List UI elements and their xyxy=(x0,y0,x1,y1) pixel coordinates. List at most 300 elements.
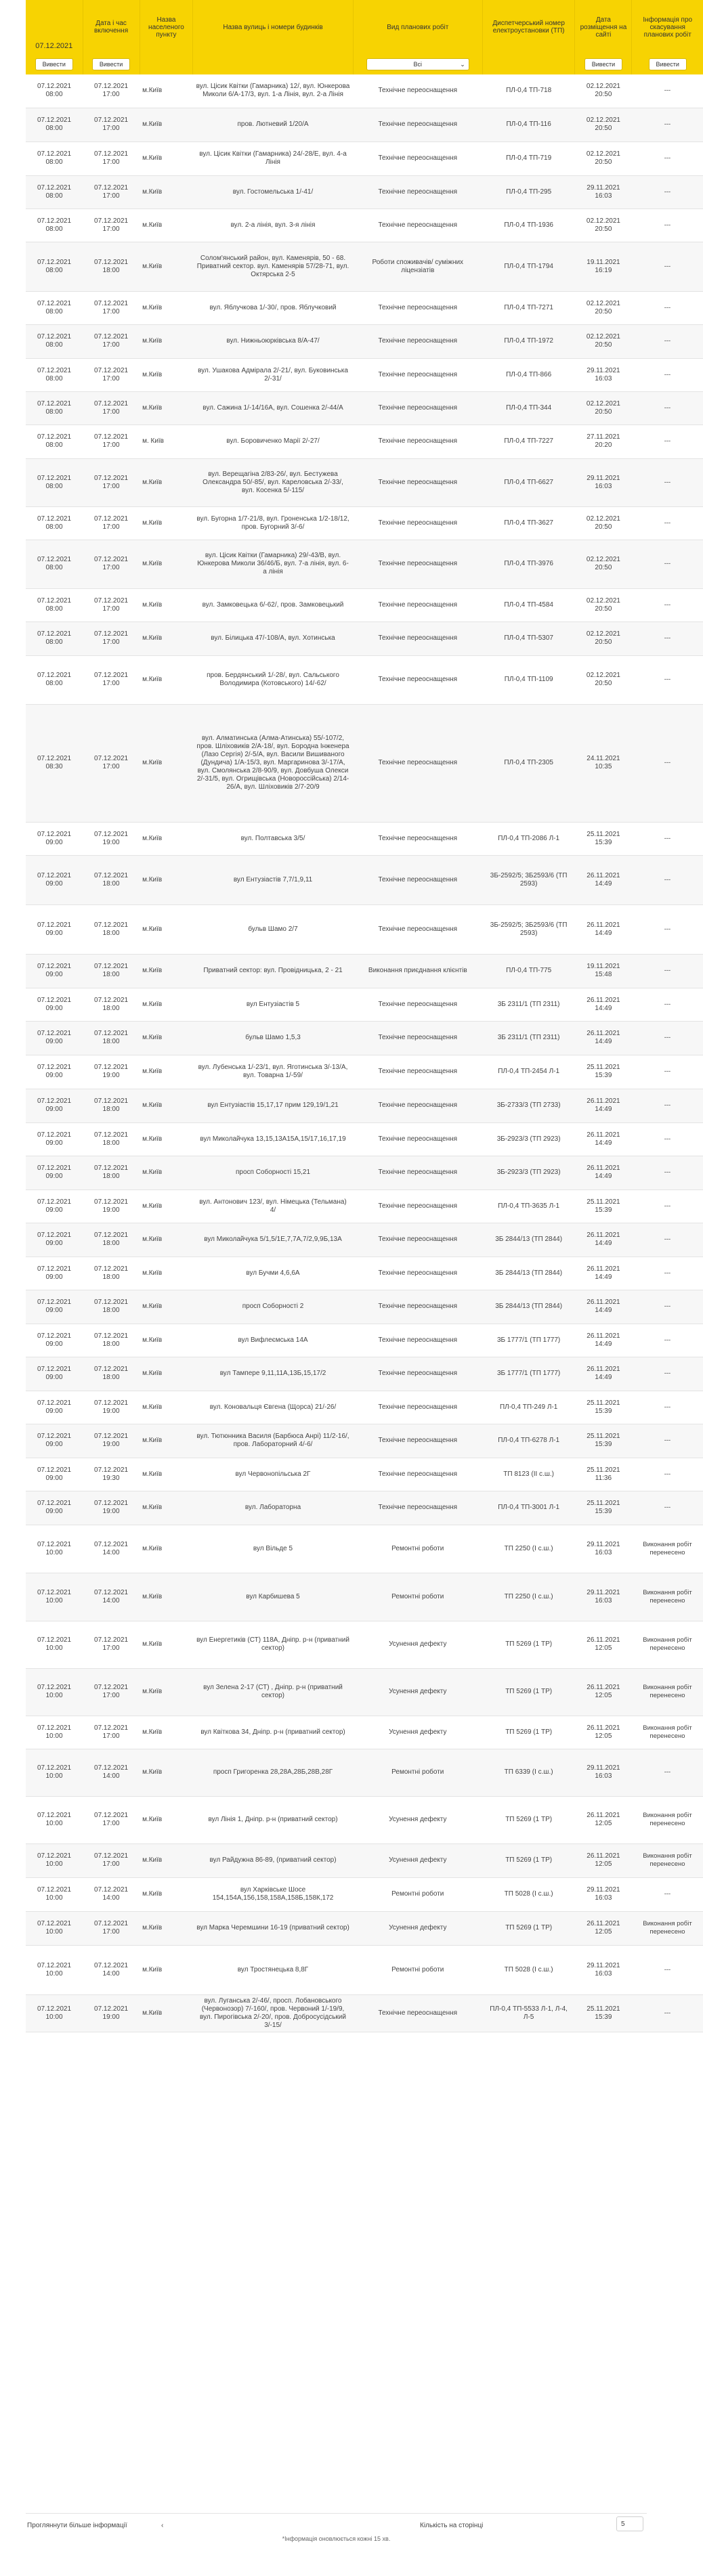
row-end-cell: 07.12.2021 19:00 xyxy=(83,1994,140,2032)
row-city-cell: м.Київ xyxy=(140,175,193,209)
row-street-cell: вул. Лабораторна xyxy=(193,1491,353,1525)
row-street-cell: вул Харківське Шосе 154,154А,156,158,158А,158Б,158К,172 xyxy=(193,1877,353,1911)
row-work-type-cell: Технічне переоснащення xyxy=(353,1257,482,1290)
work-type-select[interactable] xyxy=(366,58,469,70)
row-work-type-cell: Ремонтні роботи xyxy=(353,1573,482,1621)
row-info-cell: Виконання робіт перенесено xyxy=(632,1911,703,1945)
row-dispatch-cell: 3Б 1777/1 (ТП 1777) xyxy=(482,1357,575,1391)
row-city-cell: м.Київ xyxy=(140,74,193,108)
row-street-cell: вул. Алматинська (Алма-Атинська) 55/-107/2, пров. Шліховиків 2/А-18/, вул. Бородна Інженера (Лазо Сергія) 2/-5/А, вул. Васили Вишиваного (Дундича) 1/А-15/3, вул. Маргаринова 3/-17/А, вул. Смолянська 2/8-90/9, вул. Довбуша Олекси 2/-31/5, вул. Огрищівська (Новороссійська) 2/14-26/А, вул. Шліховиків 2/7-20/9 xyxy=(193,704,353,822)
row-city-cell: м.Київ xyxy=(140,291,193,324)
row-end-cell: 07.12.2021 18:00 xyxy=(83,904,140,954)
table-row xyxy=(26,1089,703,1122)
row-info-cell: --- xyxy=(632,822,703,855)
row-info-cell: --- xyxy=(632,1749,703,1796)
row-info-cell: --- xyxy=(632,1122,703,1156)
table-row xyxy=(26,855,703,904)
row-dispatch-cell: ПЛ-0,4 ТП-6278 Л-1 xyxy=(482,1424,575,1458)
table-row xyxy=(26,1525,703,1573)
row-dispatch-cell: ТП 5028 (I с.ш.) xyxy=(482,1877,575,1911)
row-dispatch-cell: ТП 5028 (I с.ш.) xyxy=(482,1945,575,1994)
show-more-link[interactable]: Прогляннути більше інформації xyxy=(27,2522,127,2529)
table-row xyxy=(26,108,703,141)
outages-table xyxy=(26,0,703,2032)
row-start-cell: 07.12.2021 09:00 xyxy=(26,1491,83,1525)
row-dispatch-cell: ПЛ-0,4 ТП-719 xyxy=(482,141,575,175)
row-end-cell: 07.12.2021 18:00 xyxy=(83,988,140,1021)
row-info-cell: --- xyxy=(632,74,703,108)
row-posted-cell: 26.11.2021 14:49 xyxy=(575,1324,632,1357)
row-work-type-cell: Технічне переоснащення xyxy=(353,704,482,822)
table-row xyxy=(26,324,703,358)
row-info-cell: --- xyxy=(632,506,703,540)
row-dispatch-cell: 3Б 2311/1 (ТП 2311) xyxy=(482,988,575,1021)
table-row xyxy=(26,242,703,291)
row-street-cell: вул Червонопільська 2Г xyxy=(193,1458,353,1491)
table-row xyxy=(26,74,703,108)
row-street-cell: вул. Нижньоюрківська 8/А-47/ xyxy=(193,324,353,358)
row-city-cell: м.Київ xyxy=(140,1122,193,1156)
row-work-type-cell: Технічне переоснащення xyxy=(353,822,482,855)
row-work-type-cell: Усунення дефекту xyxy=(353,1621,482,1668)
row-dispatch-cell: 3Б-2592/5; 3Б2593/6 (ТП 2593) xyxy=(482,904,575,954)
row-info-cell: --- xyxy=(632,358,703,391)
row-info-cell: --- xyxy=(632,704,703,822)
row-dispatch-cell: ТП 8123 (II с.ш.) xyxy=(482,1458,575,1491)
row-posted-cell: 29.11.2021 16:03 xyxy=(575,1573,632,1621)
table-row xyxy=(26,988,703,1021)
row-info-cell: --- xyxy=(632,1189,703,1223)
row-dispatch-cell: ПЛ-0,4 ТП-6627 xyxy=(482,458,575,506)
row-end-cell: 07.12.2021 17:00 xyxy=(83,324,140,358)
row-end-cell: 07.12.2021 17:00 xyxy=(83,655,140,704)
row-city-cell: м.Київ xyxy=(140,1621,193,1668)
row-street-cell: вул Карбишева 5 xyxy=(193,1573,353,1621)
row-street-cell: вул. Боровиченко Марії 2/-27/ xyxy=(193,424,353,458)
row-posted-cell: 29.11.2021 16:03 xyxy=(575,358,632,391)
row-city-cell: м.Київ xyxy=(140,1525,193,1573)
row-start-cell: 07.12.2021 09:00 xyxy=(26,1055,83,1089)
row-work-type-cell: Технічне переоснащення xyxy=(353,1021,482,1055)
table-row xyxy=(26,588,703,621)
row-work-type-cell: Технічне переоснащення xyxy=(353,175,482,209)
row-info-cell: Виконання робіт перенесено xyxy=(632,1843,703,1877)
row-street-cell: вул. Полтавська 3/5/ xyxy=(193,822,353,855)
row-street-cell: вул. Цісик Квітки (Гамарника) 24/-28/Е, вул. 4-а Лінія xyxy=(193,141,353,175)
row-dispatch-cell: ПЛ-0,4 ТП-4584 xyxy=(482,588,575,621)
row-street-cell: вул Марка Черемшини 16-19 (приватний сектор) xyxy=(193,1911,353,1945)
row-start-cell: 07.12.2021 08:00 xyxy=(26,291,83,324)
table-row xyxy=(26,1668,703,1716)
table-row xyxy=(26,141,703,175)
row-dispatch-cell: 3Б 2844/13 (ТП 2844) xyxy=(482,1223,575,1257)
row-dispatch-cell: ТП 5269 (1 ТР) xyxy=(482,1621,575,1668)
row-posted-cell: 26.11.2021 14:49 xyxy=(575,1290,632,1324)
row-posted-cell: 29.11.2021 16:03 xyxy=(575,175,632,209)
row-start-cell: 07.12.2021 09:00 xyxy=(26,1189,83,1223)
row-end-cell: 07.12.2021 18:00 xyxy=(83,1021,140,1055)
row-city-cell: м.Київ xyxy=(140,621,193,655)
row-dispatch-cell: 3Б 2311/1 (ТП 2311) xyxy=(482,1021,575,1055)
row-end-cell: 07.12.2021 17:00 xyxy=(83,621,140,655)
table-row xyxy=(26,540,703,588)
row-start-cell: 07.12.2021 09:00 xyxy=(26,988,83,1021)
table-row xyxy=(26,506,703,540)
row-start-cell: 07.12.2021 09:00 xyxy=(26,822,83,855)
row-city-cell: м.Київ xyxy=(140,855,193,904)
row-start-cell: 07.12.2021 10:00 xyxy=(26,1843,83,1877)
header-work-type: Вид планових робіт xyxy=(353,0,482,54)
row-dispatch-cell: ТП 2250 (I с.ш.) xyxy=(482,1573,575,1621)
row-end-cell: 07.12.2021 18:00 xyxy=(83,1156,140,1189)
row-work-type-cell: Ремонтні роботи xyxy=(353,1749,482,1796)
table-row xyxy=(26,1122,703,1156)
table-row xyxy=(26,1357,703,1391)
row-start-cell: 07.12.2021 09:00 xyxy=(26,1458,83,1491)
row-posted-cell: 26.11.2021 14:49 xyxy=(575,1223,632,1257)
row-start-cell: 07.12.2021 08:00 xyxy=(26,74,83,108)
table-row xyxy=(26,1324,703,1357)
row-work-type-cell: Технічне переоснащення xyxy=(353,588,482,621)
row-work-type-cell: Технічне переоснащення xyxy=(353,1491,482,1525)
row-info-cell: --- xyxy=(632,391,703,424)
table-row xyxy=(26,1573,703,1621)
row-end-cell: 07.12.2021 14:00 xyxy=(83,1945,140,1994)
row-street-cell: вул. Сажина 1/-14/16А, вул. Сошенка 2/-44/А xyxy=(193,391,353,424)
row-city-cell: м.Київ xyxy=(140,458,193,506)
row-start-cell: 07.12.2021 10:00 xyxy=(26,1877,83,1911)
row-street-cell: вул Миколайчука 5/1,5/1Е,7,7А,7/2,9,9Б,13А xyxy=(193,1223,353,1257)
row-posted-cell: 27.11.2021 20:20 xyxy=(575,424,632,458)
row-city-cell: м.Київ xyxy=(140,324,193,358)
info-filter-button[interactable]: Вивести xyxy=(649,58,687,70)
row-work-type-cell: Технічне переоснащення xyxy=(353,74,482,108)
row-posted-cell: 26.11.2021 12:05 xyxy=(575,1843,632,1877)
row-posted-cell: 02.12.2021 20:50 xyxy=(575,540,632,588)
row-city-cell: м. Київ xyxy=(140,424,193,458)
row-work-type-cell: Ремонтні роботи xyxy=(353,1525,482,1573)
row-end-cell: 07.12.2021 18:00 xyxy=(83,1223,140,1257)
row-posted-cell: 26.11.2021 14:49 xyxy=(575,1357,632,1391)
row-street-cell: вул Вільде 5 xyxy=(193,1525,353,1573)
row-posted-cell: 26.11.2021 14:49 xyxy=(575,1156,632,1189)
row-end-cell: 07.12.2021 18:00 xyxy=(83,1122,140,1156)
row-dispatch-cell: 3Б 2844/13 (ТП 2844) xyxy=(482,1290,575,1324)
row-info-cell: --- xyxy=(632,1021,703,1055)
row-dispatch-cell: ПЛ-0,4 ТП-3001 Л-1 xyxy=(482,1491,575,1525)
header-start: 07.12.2021 xyxy=(26,0,83,54)
table-row xyxy=(26,1223,703,1257)
row-city-cell: м.Київ xyxy=(140,506,193,540)
row-dispatch-cell: ПЛ-0,4 ТП-2454 Л-1 xyxy=(482,1055,575,1089)
row-city-cell: м.Київ xyxy=(140,1994,193,2032)
row-work-type-cell: Ремонтні роботи xyxy=(353,1877,482,1911)
row-info-cell: --- xyxy=(632,108,703,141)
row-street-cell: бульв Шамо 1,5,3 xyxy=(193,1021,353,1055)
row-work-type-cell: Роботи споживачів/ суміжних ліцензіатів xyxy=(353,242,482,291)
row-info-cell: --- xyxy=(632,1290,703,1324)
row-dispatch-cell: ПЛ-0,4 ТП-5533 Л-1, Л-4, Л-5 xyxy=(482,1994,575,2032)
row-posted-cell: 24.11.2021 10:35 xyxy=(575,704,632,822)
table-row xyxy=(26,1749,703,1796)
row-start-cell: 07.12.2021 08:00 xyxy=(26,424,83,458)
row-info-cell: --- xyxy=(632,1055,703,1089)
row-street-cell: вул. Бугорна 1/7-21/8, вул. Гроненська 1/2-18/12, пров. Бугорний 3/-6/ xyxy=(193,506,353,540)
row-posted-cell: 26.11.2021 12:05 xyxy=(575,1621,632,1668)
row-city-cell: м.Київ xyxy=(140,1573,193,1621)
row-end-cell: 07.12.2021 19:00 xyxy=(83,1424,140,1458)
row-street-cell: вул. Тютюнника Василя (Барбюса Анрі) 11/2-16/, пров. Лабораторний 4/-6/ xyxy=(193,1424,353,1458)
row-info-cell: --- xyxy=(632,1994,703,2032)
row-dispatch-cell: ПЛ-0,4 ТП-3976 xyxy=(482,540,575,588)
prev-page-icon[interactable]: ‹ xyxy=(161,2522,164,2529)
row-posted-cell: 25.11.2021 15:39 xyxy=(575,822,632,855)
work-type-select-value: Всі xyxy=(413,61,423,68)
row-start-cell: 07.12.2021 09:00 xyxy=(26,1223,83,1257)
row-start-cell: 07.12.2021 09:00 xyxy=(26,1089,83,1122)
table-row xyxy=(26,655,703,704)
posted-filter-button[interactable]: Вивести xyxy=(584,58,622,70)
row-posted-cell: 02.12.2021 20:50 xyxy=(575,324,632,358)
row-dispatch-cell: ПЛ-0,4 ТП-7227 xyxy=(482,424,575,458)
row-street-cell: Приватний сектор: вул. Провідницька, 2 - 21 xyxy=(193,954,353,988)
row-city-cell: м.Київ xyxy=(140,1877,193,1911)
row-end-cell: 07.12.2021 17:00 xyxy=(83,291,140,324)
row-posted-cell: 26.11.2021 12:05 xyxy=(575,1716,632,1749)
row-start-cell: 07.12.2021 08:00 xyxy=(26,655,83,704)
row-start-cell: 07.12.2021 09:00 xyxy=(26,1156,83,1189)
row-city-cell: м.Київ xyxy=(140,1055,193,1089)
row-end-cell: 07.12.2021 17:00 xyxy=(83,1668,140,1716)
row-end-cell: 07.12.2021 19:00 xyxy=(83,1391,140,1424)
row-end-cell: 07.12.2021 17:00 xyxy=(83,74,140,108)
table-row xyxy=(26,1796,703,1843)
row-work-type-cell: Виконання приєднання клієнтів xyxy=(353,954,482,988)
row-start-cell: 07.12.2021 10:00 xyxy=(26,1525,83,1573)
row-street-cell: вул Ентузіастів 7,7/1,9,11 xyxy=(193,855,353,904)
header-posted: Дата розміщення на сайті xyxy=(575,0,632,54)
row-city-cell: м.Київ xyxy=(140,1843,193,1877)
row-start-cell: 07.12.2021 10:00 xyxy=(26,1573,83,1621)
row-city-cell: м.Київ xyxy=(140,1491,193,1525)
row-posted-cell: 25.11.2021 15:39 xyxy=(575,1189,632,1223)
row-end-cell: 07.12.2021 17:00 xyxy=(83,108,140,141)
row-end-cell: 07.12.2021 14:00 xyxy=(83,1573,140,1621)
row-end-cell: 07.12.2021 17:00 xyxy=(83,1911,140,1945)
row-city-cell: м.Київ xyxy=(140,391,193,424)
row-start-cell: 07.12.2021 08:00 xyxy=(26,242,83,291)
row-work-type-cell: Усунення дефекту xyxy=(353,1668,482,1716)
row-posted-cell: 02.12.2021 20:50 xyxy=(575,141,632,175)
row-info-cell: --- xyxy=(632,242,703,291)
per-page-select[interactable]: 5 xyxy=(616,2516,643,2531)
row-start-cell: 07.12.2021 08:00 xyxy=(26,621,83,655)
row-work-type-cell: Технічне переоснащення xyxy=(353,621,482,655)
row-street-cell: вул. Яблучкова 1/-30/, пров. Яблучковий xyxy=(193,291,353,324)
row-posted-cell: 26.11.2021 12:05 xyxy=(575,1911,632,1945)
table-row xyxy=(26,424,703,458)
table-row xyxy=(26,1843,703,1877)
row-posted-cell: 19.11.2021 15:48 xyxy=(575,954,632,988)
row-posted-cell: 02.12.2021 20:50 xyxy=(575,209,632,242)
row-work-type-cell: Усунення дефекту xyxy=(353,1716,482,1749)
row-posted-cell: 29.11.2021 16:03 xyxy=(575,1525,632,1573)
row-posted-cell: 02.12.2021 20:50 xyxy=(575,621,632,655)
row-street-cell: вул. Цісик Квітки (Гамарника) 29/-43/В, вул. Юнкерова Миколи 36/46/Б, вул. 7-а лінія, вул. 6-а лінія xyxy=(193,540,353,588)
row-end-cell: 07.12.2021 17:00 xyxy=(83,1716,140,1749)
row-start-cell: 07.12.2021 08:30 xyxy=(26,704,83,822)
row-info-cell: --- xyxy=(632,458,703,506)
table-row xyxy=(26,1716,703,1749)
row-start-cell: 07.12.2021 09:00 xyxy=(26,1290,83,1324)
row-end-cell: 07.12.2021 17:00 xyxy=(83,506,140,540)
row-street-cell: вул Миколайчука 13,15,13А15А,15/17,16,17,19 xyxy=(193,1122,353,1156)
row-street-cell: вул Ентузіастів 5 xyxy=(193,988,353,1021)
table-row xyxy=(26,458,703,506)
table-row xyxy=(26,1424,703,1458)
table-filter-row xyxy=(26,54,703,74)
row-city-cell: м.Київ xyxy=(140,954,193,988)
row-posted-cell: 02.12.2021 20:50 xyxy=(575,74,632,108)
row-street-cell: вул. Замковецька 6/-62/, пров. Замковецький xyxy=(193,588,353,621)
chevron-down-icon: ⌄ xyxy=(460,61,465,68)
row-info-cell: --- xyxy=(632,540,703,588)
row-work-type-cell: Технічне переоснащення xyxy=(353,209,482,242)
row-city-cell: м.Київ xyxy=(140,988,193,1021)
row-city-cell: м.Київ xyxy=(140,1223,193,1257)
row-work-type-cell: Технічне переоснащення xyxy=(353,1994,482,2032)
row-info-cell: --- xyxy=(632,655,703,704)
row-work-type-cell: Технічне переоснащення xyxy=(353,1223,482,1257)
end-filter-button[interactable]: Вивести xyxy=(92,58,130,70)
row-start-cell: 07.12.2021 08:00 xyxy=(26,458,83,506)
row-info-cell: --- xyxy=(632,904,703,954)
row-street-cell: вул Лінія 1, Дніпр. р-н (приватний сектор) xyxy=(193,1796,353,1843)
row-dispatch-cell: ПЛ-0,4 ТП-249 Л-1 xyxy=(482,1391,575,1424)
row-info-cell: --- xyxy=(632,141,703,175)
table-row xyxy=(26,822,703,855)
row-city-cell: м.Київ xyxy=(140,1911,193,1945)
row-posted-cell: 25.11.2021 15:39 xyxy=(575,1424,632,1458)
row-info-cell: --- xyxy=(632,1391,703,1424)
row-work-type-cell: Технічне переоснащення xyxy=(353,1055,482,1089)
table-row xyxy=(26,1156,703,1189)
row-street-cell: вул Ентузіастів 15,17,17 прим 129,19/1,21 xyxy=(193,1089,353,1122)
row-street-cell: просп Григоренка 28,28А,28Б,28В,28Г xyxy=(193,1749,353,1796)
row-end-cell: 07.12.2021 19:00 xyxy=(83,822,140,855)
row-info-cell: --- xyxy=(632,954,703,988)
start-filter-button[interactable]: Вивести xyxy=(35,58,73,70)
row-city-cell: м.Київ xyxy=(140,1089,193,1122)
row-info-cell: --- xyxy=(632,1424,703,1458)
row-info-cell: --- xyxy=(632,175,703,209)
row-street-cell: вул Енергетиків (СТ) 118А, Дніпр. р-н (приватний сектор) xyxy=(193,1621,353,1668)
row-info-cell: --- xyxy=(632,621,703,655)
row-info-cell: Виконання робіт перенесено xyxy=(632,1573,703,1621)
row-work-type-cell: Технічне переоснащення xyxy=(353,855,482,904)
table-row xyxy=(26,1391,703,1424)
row-info-cell: --- xyxy=(632,855,703,904)
row-city-cell: м.Київ xyxy=(140,1357,193,1391)
row-work-type-cell: Технічне переоснащення xyxy=(353,391,482,424)
table-row xyxy=(26,175,703,209)
row-posted-cell: 19.11.2021 16:19 xyxy=(575,242,632,291)
row-posted-cell: 25.11.2021 15:39 xyxy=(575,1491,632,1525)
table-row xyxy=(26,1021,703,1055)
row-start-cell: 07.12.2021 08:00 xyxy=(26,391,83,424)
row-info-cell: Виконання робіт перенесено xyxy=(632,1796,703,1843)
row-work-type-cell: Усунення дефекту xyxy=(353,1843,482,1877)
row-street-cell: пров. Лютневий 1/20/А xyxy=(193,108,353,141)
table-row xyxy=(26,1994,703,2032)
row-info-cell: --- xyxy=(632,424,703,458)
row-posted-cell: 26.11.2021 14:49 xyxy=(575,904,632,954)
row-info-cell: --- xyxy=(632,324,703,358)
row-end-cell: 07.12.2021 19:30 xyxy=(83,1458,140,1491)
table-header-row xyxy=(26,0,703,54)
row-dispatch-cell: ПЛ-0,4 ТП-718 xyxy=(482,74,575,108)
row-info-cell: --- xyxy=(632,588,703,621)
row-city-cell: м.Київ xyxy=(140,1796,193,1843)
row-end-cell: 07.12.2021 17:00 xyxy=(83,588,140,621)
row-end-cell: 07.12.2021 18:00 xyxy=(83,1324,140,1357)
row-posted-cell: 26.11.2021 14:49 xyxy=(575,988,632,1021)
row-start-cell: 07.12.2021 08:00 xyxy=(26,324,83,358)
row-work-type-cell: Технічне переоснащення xyxy=(353,324,482,358)
row-posted-cell: 02.12.2021 20:50 xyxy=(575,108,632,141)
row-end-cell: 07.12.2021 18:00 xyxy=(83,1290,140,1324)
row-dispatch-cell: ПЛ-0,4 ТП-344 xyxy=(482,391,575,424)
row-dispatch-cell: ТП 5269 (1 ТР) xyxy=(482,1843,575,1877)
row-dispatch-cell: ПЛ-0,4 ТП-1972 xyxy=(482,324,575,358)
table-row xyxy=(26,1877,703,1911)
row-info-cell: --- xyxy=(632,209,703,242)
table-body xyxy=(26,74,703,2032)
table-row xyxy=(26,1458,703,1491)
row-street-cell: вул. Ушакова Адмірала 2/-21/, вул. Буковинська 2/-31/ xyxy=(193,358,353,391)
row-end-cell: 07.12.2021 18:00 xyxy=(83,1089,140,1122)
row-street-cell: вул. Антонович 123/, вул. Німецька (Тельмана) 4/ xyxy=(193,1189,353,1223)
row-street-cell: вул Вифлеємська 14А xyxy=(193,1324,353,1357)
row-info-cell: --- xyxy=(632,1156,703,1189)
row-dispatch-cell: ТП 5269 (1 ТР) xyxy=(482,1911,575,1945)
row-street-cell: вул. Бiлицька 47/-108/А, вул. Хотинська xyxy=(193,621,353,655)
row-posted-cell: 02.12.2021 20:50 xyxy=(575,291,632,324)
row-end-cell: 07.12.2021 17:00 xyxy=(83,391,140,424)
row-city-cell: м.Київ xyxy=(140,108,193,141)
row-city-cell: м.Київ xyxy=(140,540,193,588)
row-info-cell: --- xyxy=(632,1877,703,1911)
header-dispatch-number: Диспетчерський номер електроустановки (ТП) xyxy=(482,0,575,54)
row-city-cell: м.Київ xyxy=(140,358,193,391)
row-end-cell: 07.12.2021 17:00 xyxy=(83,209,140,242)
row-dispatch-cell: ТП 2250 (I с.ш.) xyxy=(482,1525,575,1573)
row-work-type-cell: Технічне переоснащення xyxy=(353,1089,482,1122)
row-start-cell: 07.12.2021 09:00 xyxy=(26,855,83,904)
row-posted-cell: 02.12.2021 20:50 xyxy=(575,506,632,540)
row-start-cell: 07.12.2021 09:00 xyxy=(26,1257,83,1290)
row-start-cell: 07.12.2021 08:00 xyxy=(26,588,83,621)
row-work-type-cell: Технічне переоснащення xyxy=(353,655,482,704)
row-work-type-cell: Технічне переоснащення xyxy=(353,1122,482,1156)
row-end-cell: 07.12.2021 17:00 xyxy=(83,358,140,391)
row-city-cell: м.Київ xyxy=(140,209,193,242)
row-start-cell: 07.12.2021 08:00 xyxy=(26,358,83,391)
row-start-cell: 07.12.2021 08:00 xyxy=(26,108,83,141)
row-city-cell: м.Київ xyxy=(140,1668,193,1716)
row-posted-cell: 26.11.2021 12:05 xyxy=(575,1668,632,1716)
row-info-cell: Виконання робіт перенесено xyxy=(632,1621,703,1668)
